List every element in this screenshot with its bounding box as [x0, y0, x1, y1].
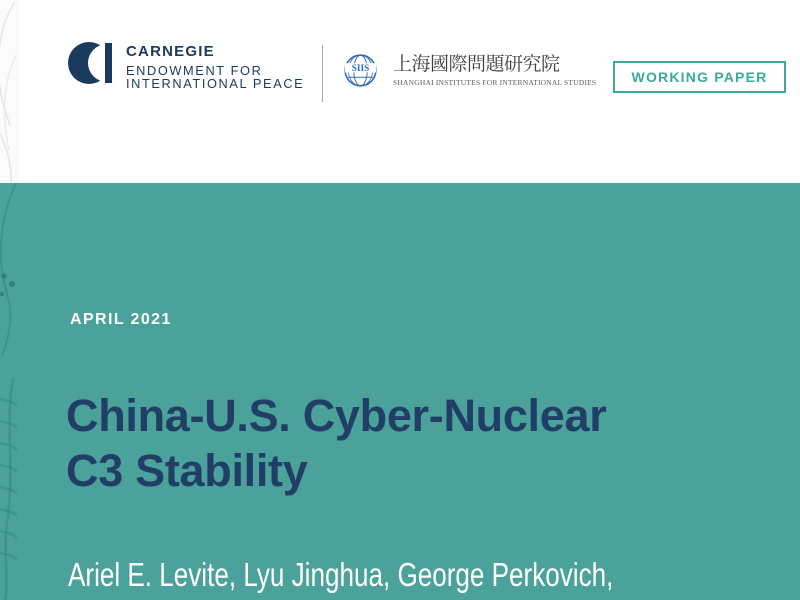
siis-wordmark	[393, 54, 596, 87]
paper-title-line1: China-U.S. Cyber-Nuclear	[66, 390, 607, 441]
carnegie-subtitle-line2: INTERNATIONAL PEACE	[126, 76, 305, 91]
publication-date: APRIL 2021	[70, 311, 172, 328]
working-paper-badge	[613, 61, 786, 93]
paper-title-line2: C3 Stability	[66, 445, 308, 496]
carnegie-logo	[68, 42, 304, 90]
network-lines-icon	[0, 183, 17, 600]
working-paper-badge-label: WORKING PAPER	[631, 69, 768, 85]
authors-line: Ariel E. Levite, Lyu Jinghua, George Perkovich,	[68, 556, 614, 593]
background-illustration-bottom	[0, 183, 17, 600]
siis-logo	[344, 54, 596, 87]
carnegie-subtitle-line1: ENDOWMENT FOR	[126, 63, 263, 78]
siis-acronym: SIIS	[351, 62, 370, 73]
carnegie-wordmark	[126, 42, 304, 90]
logo-divider	[322, 45, 323, 102]
contour-lines-icon	[0, 0, 17, 183]
siis-chinese-name: 上海國際問題研究院	[393, 54, 560, 75]
background-illustration-top	[0, 0, 18, 183]
carnegie-name: CARNEGIE	[126, 43, 215, 60]
siis-english-name: SHANGHAI INSTITUTES FOR INTERNATIONAL STUDIES	[393, 78, 597, 87]
carnegie-monogram-icon	[68, 42, 112, 84]
paper-title	[66, 388, 606, 498]
siis-globe-icon	[344, 54, 377, 87]
